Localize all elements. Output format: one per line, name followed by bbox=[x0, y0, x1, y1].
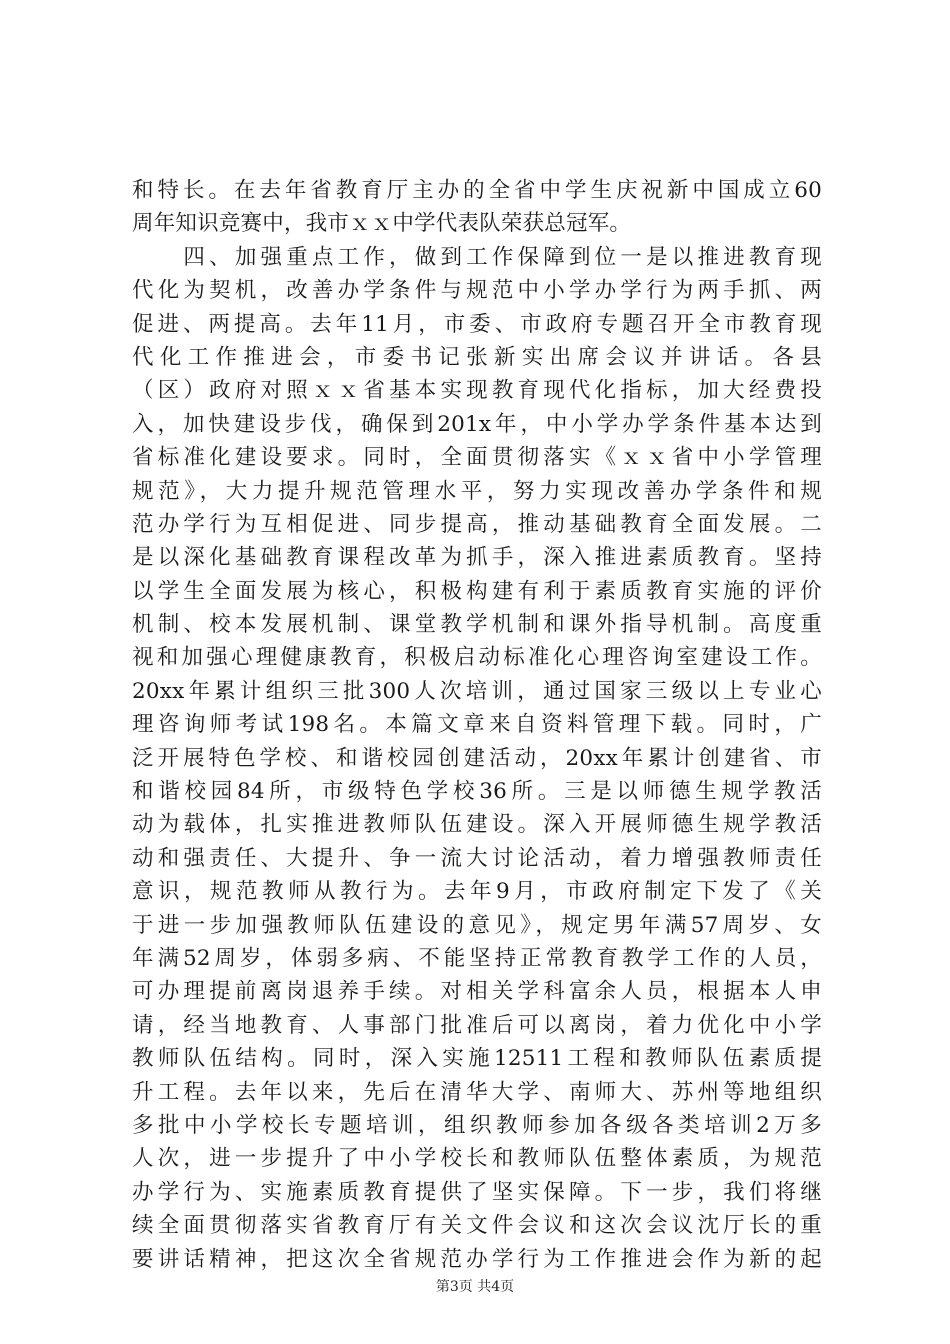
text-line: 以学生全面发展为核心，积极构建有利于素质教育实施的评价 bbox=[132, 578, 822, 604]
text-line: 年满52周岁，体弱多病、不能坚持正常教育教学工作的人员， bbox=[132, 945, 822, 971]
text-line: 教师队伍结构。同时，深入实施12511工程和教师队伍素质提 bbox=[132, 1046, 822, 1072]
text-line: 视和加强心理健康教育，积极启动标准化心理咨询室建设工作。 bbox=[132, 645, 822, 671]
text-line: 请，经当地教育、人事部门批准后可以离岗，着力优化中小学 bbox=[132, 1012, 822, 1038]
text-line: 机制、校本发展机制、课堂教学机制和课外指导机制。高度重 bbox=[132, 612, 822, 638]
page-footer: 第3页 共4页 bbox=[435, 1279, 515, 1295]
text-line: 办学行为、实施素质教育提供了坚实保障。下一步，我们将继 bbox=[132, 1179, 822, 1205]
text-line: 于进一步加强教师队伍建设的意见》，规定男年满57周岁、女 bbox=[132, 912, 822, 938]
text-line: 和谐校园84所，市级特色学校36所。三是以师德生规学教活 bbox=[132, 779, 822, 805]
text-line: 省标准化建设要求。同时，全面贯彻落实《ｘｘ省中小学管理 bbox=[132, 445, 822, 471]
text-line: 周年知识竞赛中，我市ｘｘ中学代表队荣获总冠军。 bbox=[132, 211, 632, 237]
text-line: 规范》，大力提升规范管理水平，努力实现改善办学条件和规 bbox=[132, 478, 822, 504]
text-line: 促进、两提高。去年11月，市委、市政府专题召开全市教育现 bbox=[132, 311, 822, 337]
text-line: 泛开展特色学校、和谐校园创建活动，20xx年累计创建省、市 bbox=[132, 745, 822, 771]
text-line: 多批中小学校长专题培训，组织教师参加各级各类培训2万多 bbox=[132, 1112, 822, 1138]
document-body bbox=[132, 174, 822, 1276]
text-line: 代化为契机，改善办学条件与规范中小学办学行为两手抓、两 bbox=[132, 278, 822, 304]
text-line: 范办学行为互相促进、同步提高，推动基础教育全面发展。二 bbox=[132, 511, 822, 537]
text-line: 是以深化基础教育课程改革为抓手，深入推进素质教育。坚持 bbox=[132, 545, 822, 571]
text-line: 和特长。在去年省教育厅主办的全省中学生庆祝新中国成立60 bbox=[132, 178, 822, 203]
text-line: 动和强责任、大提升、争一流大讨论活动，着力增强教师责任 bbox=[132, 845, 822, 871]
text-line: 要讲话精神，把这次全省规范办学行为工作推进会作为新的起 bbox=[132, 1246, 822, 1272]
text-line: 入，加快建设步伐，确保到201x年，中小学办学条件基本达到 bbox=[132, 411, 822, 437]
text-line: 意识，规范教师从教行为。去年9月，市政府制定下发了《关 bbox=[132, 879, 822, 905]
text-line: 动为载体，扎实推进教师队伍建设。深入开展师德生规学教活 bbox=[132, 812, 822, 838]
text-line: 理咨询师考试198名。本篇文章来自资料管理下载。同时，广 bbox=[132, 712, 822, 738]
text-line: 人次，进一步提升了中小学校长和教师队伍整体素质，为规范 bbox=[132, 1146, 822, 1172]
text-line: （区）政府对照ｘｘ省基本实现教育现代化指标，加大经费投 bbox=[132, 378, 822, 404]
text-line: 续全面贯彻落实省教育厅有关文件会议和这次会议沈厅长的重 bbox=[132, 1213, 822, 1239]
text-line: 20xx年累计组织三批300人次培训，通过国家三级以上专业心 bbox=[132, 678, 822, 704]
text-line: 可办理提前离岗退养手续。对相关学科富余人员，根据本人申 bbox=[132, 979, 822, 1005]
text-line: 升工程。去年以来，先后在清华大学、南师大、苏州等地组织 bbox=[132, 1079, 822, 1105]
text-line: 代化工作推进会，市委书记张新实出席会议并讲话。各县 bbox=[132, 344, 822, 370]
text-line: 四、加强重点工作，做到工作保障到位一是以推进教育现 bbox=[132, 244, 822, 270]
